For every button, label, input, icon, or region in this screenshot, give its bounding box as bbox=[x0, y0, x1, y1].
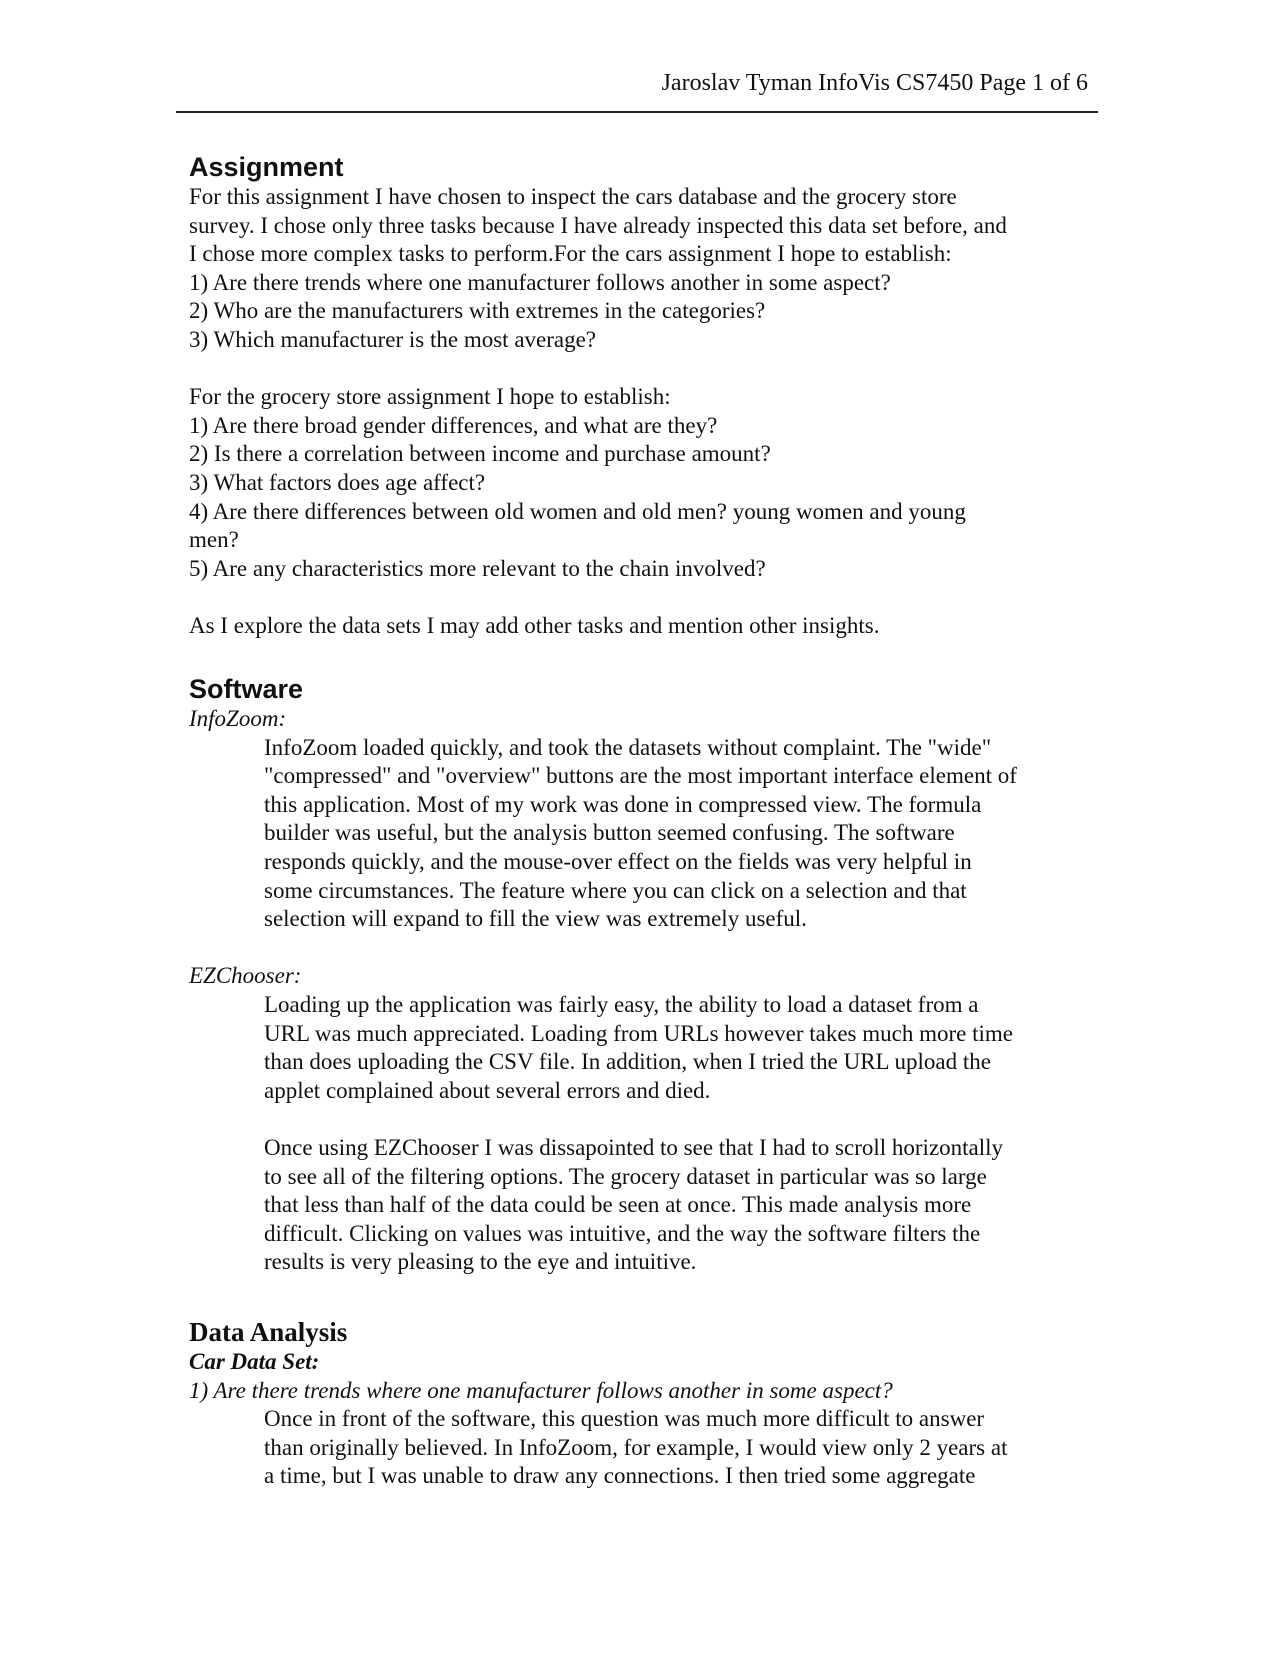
assignment-intro-line: I chose more complex tasks to perform.For the cars assignment I hope to establish: bbox=[189, 241, 952, 267]
grocery-task-item: 3) What factors does age affect? bbox=[189, 469, 486, 495]
grocery-task-item: 1) Are there broad gender differences, and what are they? bbox=[189, 412, 718, 438]
data-analysis-heading: Data Analysis bbox=[189, 1317, 348, 1347]
grocery-task-item: 4) Are there differences between old women and old men? young women and young bbox=[189, 498, 966, 524]
page-header: Jaroslav Tyman InfoVis CS7450 Page 1 of 6 bbox=[661, 70, 1088, 96]
paragraph-line: a time, but I was unable to draw any connections. I then tried some aggregate bbox=[264, 1463, 976, 1489]
assignment-heading: Assignment bbox=[189, 152, 344, 182]
analysis-question: 1) Are there trends where one manufacturer follows another in some aspect? bbox=[189, 1377, 893, 1403]
paragraph-line: Once in front of the software, this question was much more difficult to answer bbox=[264, 1406, 985, 1432]
car-data-set-subheading: Car Data Set: bbox=[189, 1349, 320, 1374]
paragraph-line: URL was much appreciated. Loading from URLs however takes much more time bbox=[264, 1020, 1013, 1046]
ezchooser-paragraph-2 bbox=[189, 1134, 1089, 1277]
assignment-intro-line: For this assignment I have chosen to inspect the cars database and the grocery store bbox=[189, 184, 957, 209]
data-analysis-section bbox=[189, 1316, 1089, 1491]
analysis-paragraph bbox=[189, 1405, 1089, 1491]
infozoom-paragraph bbox=[189, 734, 1089, 934]
paragraph-line: than originally believed. In InfoZoom, for example, I would view only 2 years at bbox=[264, 1434, 1008, 1460]
ezchooser-label: EZChooser: bbox=[189, 963, 302, 989]
grocery-task-item: 5) Are any characteristics more relevant to the chain involved? bbox=[189, 555, 766, 581]
paragraph-line: Once using EZChooser I was dissapointed to see that I had to scroll horizontally bbox=[264, 1134, 1004, 1160]
paragraph-line: InfoZoom loaded quickly, and took the datasets without complaint. The "wide" bbox=[264, 734, 992, 760]
grocery-task-item: men? bbox=[189, 527, 239, 553]
ezchooser-paragraph-1 bbox=[189, 991, 1089, 1105]
cars-task-item: 2) Who are the manufacturers with extremes in the categories? bbox=[189, 298, 766, 324]
assignment-closing: As I explore the data sets I may add other tasks and mention other insights. bbox=[189, 612, 880, 638]
paragraph-line: Loading up the application was fairly easy, the ability to load a dataset from a bbox=[264, 991, 979, 1017]
cars-task-item: 3) Which manufacturer is the most average? bbox=[189, 326, 597, 352]
paragraph-line: some circumstances. The feature where you can click on a selection and that bbox=[264, 877, 967, 903]
paragraph-line: than does uploading the CSV file. In addition, when I tried the URL upload the bbox=[264, 1049, 991, 1075]
paragraph-line: this application. Most of my work was done in compressed view. The formula bbox=[264, 791, 982, 817]
grocery-intro: For the grocery store assignment I hope to establish: bbox=[189, 384, 671, 410]
software-section bbox=[189, 673, 1089, 1277]
grocery-task-item: 2) Is there a correlation between income and purchase amount? bbox=[189, 441, 771, 467]
infozoom-label: InfoZoom: bbox=[189, 706, 287, 731]
cars-task-item: 1) Are there trends where one manufacturer follows another in some aspect? bbox=[189, 269, 891, 295]
assignment-section bbox=[189, 151, 1089, 641]
paragraph-line: that less than half of the data could be seen at once. This made analysis more bbox=[264, 1192, 972, 1218]
paragraph-line: results is very pleasing to the eye and intuitive. bbox=[264, 1249, 697, 1275]
paragraph-line: difficult. Clicking on values was intuitive, and the way the software filters the bbox=[264, 1220, 981, 1246]
paragraph-line: to see all of the filtering options. The grocery dataset in particular was so large bbox=[264, 1163, 987, 1189]
paragraph-line: selection will expand to fill the view was extremely useful. bbox=[264, 906, 807, 932]
paragraph-line: responds quickly, and the mouse-over effect on the fields was very helpful in bbox=[264, 848, 972, 874]
assignment-intro-line: survey. I chose only three tasks because I have already inspected this data set before, and bbox=[189, 212, 1007, 238]
software-heading: Software bbox=[189, 674, 304, 704]
paragraph-line: builder was useful, but the analysis button seemed confusing. The software bbox=[264, 820, 955, 846]
paragraph-line: "compressed" and "overview" buttons are the most important interface element of bbox=[264, 763, 1017, 789]
header-rule bbox=[176, 111, 1098, 113]
paragraph-line: applet complained about several errors and died. bbox=[264, 1077, 711, 1103]
